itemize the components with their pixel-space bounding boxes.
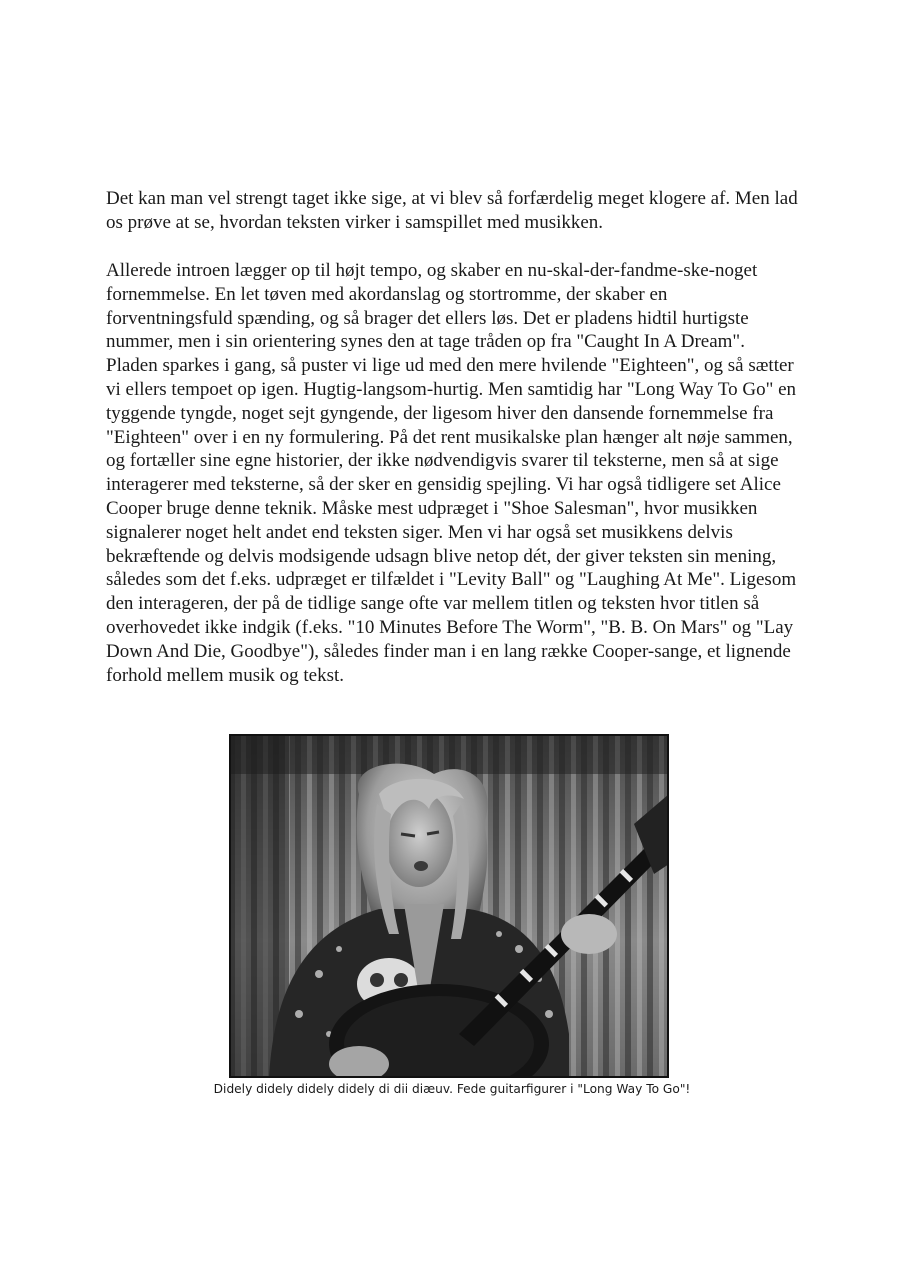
- body-paragraph-2: Allerede introen lægger op til højt tempo, og skaber en nu-skal-der-fandme-ske-noget fornemmelse. En let tøven med akordanslag og stortromme, der skaber en forventningsfuld spænding, og så brager det ellers løs. Det er pladens hidtil hurtigste nummer, men i sin orientering synes den at tage tråden op fra "Caught In A Dream". Pladen sparkes i gang, så puster vi lige ud med den mere hvilende "Eighteen", og så sætter vi ellers tempoet op igen. Hugtig-langsom-hurtig. Men samtidig har "Long Way To Go" en tyggende tyngde, noget sejt gyngende, der ligesom hiver den dansende fornemmelse fra "Eighteen" over i en ny formulering. På det rent musikalske plan hænger alt nøje sammen, og fortæller sine egne historier, der ikke nødvendigvis svarer til teksterne, men så at sige interagerer med teksterne, så der sker en gensidig spejling. Vi har også tidligere set Alice Cooper bruge denne teknik. Måske mest udpræget i "Shoe Salesman", hvor musikken signalerer noget helt andet end teksten siger. Men vi har også set musikkens delvis bekræftende og delvis modsigende udsagn blive netop dét, der giver teksten sin mening, således som det f.eks. udpræget er tilfældet i "Levity Ball" og "Laughing At Me". Ligesom den interageren, der på de tidlige sange ofte var mellem titlen og teksten hvor titlen så overhovedet ikke indgik (f.eks. "10 Minutes Before The Worm", "B. B. On Mars" og "Lay Down And Die, Goodbye"), således finder man i en lang række Cooper-sange, et lignende forhold mellem musik og tekst.: [106, 260, 797, 686]
- guitarist-photo: [229, 734, 669, 1078]
- photo-caption: Didely didely didely didely di dii diæuv. Fede guitarfigurer i "Long Way To Go"!: [213, 1082, 691, 1096]
- body-paragraph-1: Det kan man vel strengt taget ikke sige, at vi blev så forfærdelig meget klogere af. Men lad os prøve at se, hvordan teksten virker i samspillet med musikken.: [106, 188, 798, 233]
